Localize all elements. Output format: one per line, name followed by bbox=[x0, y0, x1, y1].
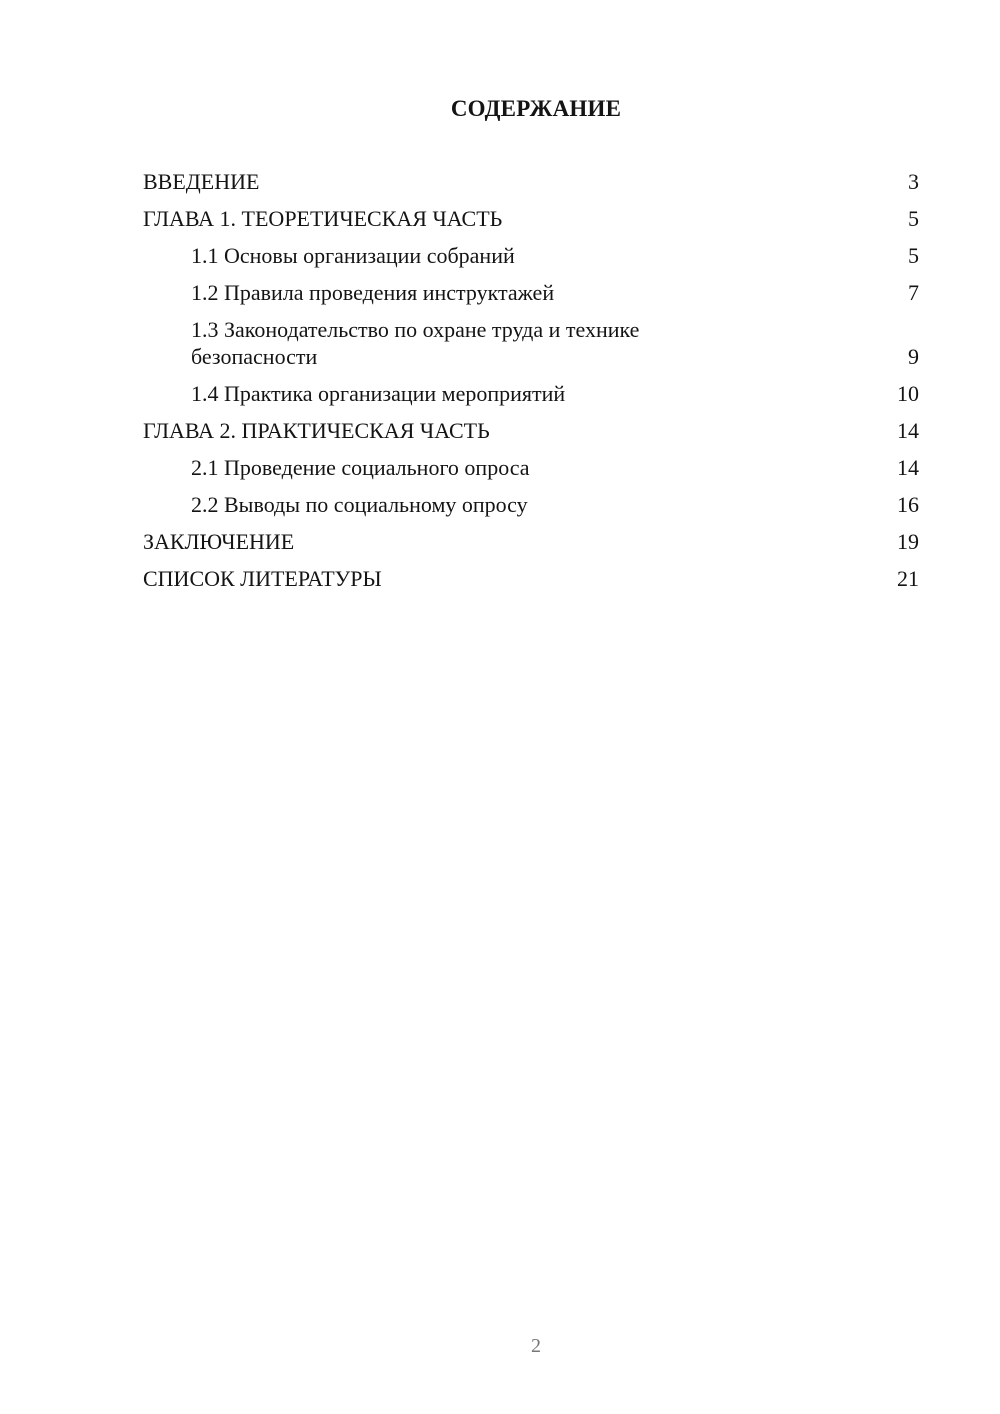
toc-entry-references bbox=[143, 565, 919, 592]
toc-entry-chapter-1 bbox=[143, 205, 919, 232]
toc-entry-text: 1.2 Правила проведения инструктажей bbox=[191, 280, 555, 305]
toc-entry-text: 2.2 Выводы по социальному опросу bbox=[191, 492, 528, 517]
toc-entry-page: 5 bbox=[908, 243, 919, 268]
toc-entry-text: 1.3 Законодательство по охране труда и технике безопасности bbox=[191, 317, 640, 369]
table-of-contents bbox=[143, 168, 919, 602]
toc-entry-text: 1.4 Практика организации мероприятий bbox=[191, 381, 566, 406]
toc-entry-text: ГЛАВА 2. ПРАКТИЧЕСКАЯ ЧАСТЬ bbox=[143, 418, 490, 443]
toc-entry-text: ГЛАВА 1. ТЕОРЕТИЧЕСКАЯ ЧАСТЬ bbox=[143, 206, 503, 231]
toc-entry-page: 14 bbox=[897, 418, 919, 443]
toc-entry-text: 1.1 Основы организации собраний bbox=[191, 243, 515, 268]
toc-entry-introduction bbox=[143, 168, 919, 195]
toc-entry-page: 10 bbox=[897, 381, 919, 406]
toc-entry-page: 7 bbox=[908, 280, 919, 305]
toc-entry-section-1-3 bbox=[143, 316, 919, 370]
toc-entry-section-1-4 bbox=[143, 380, 919, 407]
toc-entry-section-1-2 bbox=[143, 279, 919, 306]
toc-entry-page: 14 bbox=[897, 455, 919, 480]
toc-entry-text: ВВЕДЕНИЕ bbox=[143, 169, 260, 194]
page-number: 2 bbox=[531, 1335, 541, 1357]
toc-entry-page: 3 bbox=[908, 169, 919, 194]
toc-entry-text: СПИСОК ЛИТЕРАТУРЫ bbox=[143, 566, 382, 591]
toc-entry-text: ЗАКЛЮЧЕНИЕ bbox=[143, 529, 295, 554]
toc-entry-page: 21 bbox=[897, 566, 919, 591]
toc-entry-page: 16 bbox=[897, 492, 919, 517]
toc-entry-page: 5 bbox=[908, 206, 919, 231]
toc-entry-section-2-2 bbox=[143, 491, 919, 518]
toc-entry-page: 9 bbox=[908, 344, 919, 369]
toc-entry-section-1-1 bbox=[143, 242, 919, 269]
toc-entry-text: 2.1 Проведение социального опроса bbox=[191, 455, 530, 480]
page-title: СОДЕРЖАНИЕ bbox=[450, 96, 622, 121]
toc-entry-chapter-2 bbox=[143, 417, 919, 444]
toc-entry-conclusion bbox=[143, 528, 919, 555]
toc-entry-page: 19 bbox=[897, 529, 919, 554]
toc-entry-section-2-1 bbox=[143, 454, 919, 481]
